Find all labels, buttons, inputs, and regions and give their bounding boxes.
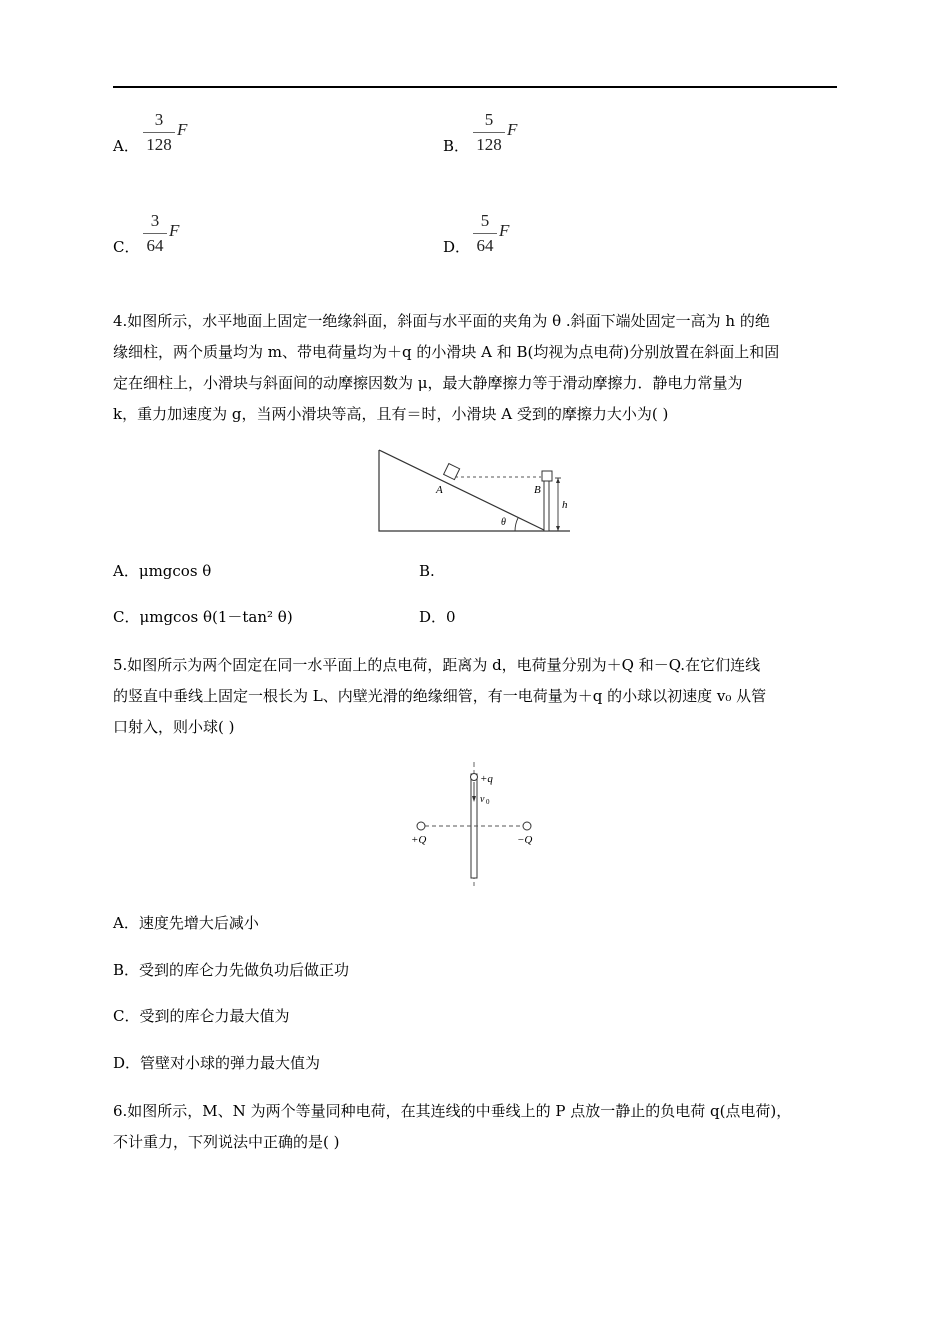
positive-charge [417,822,425,830]
option-d-label: D． [443,238,471,256]
q5-option-c: C．受到的库仑力最大值为 [113,1007,290,1025]
option-c-variable: F [169,221,180,240]
fraction-numerator: 5 [484,110,494,129]
option-b-fraction [473,110,505,155]
fraction-bar [143,132,175,133]
q4-option-a: A．μmgcos θ [113,562,212,580]
question-line: 定在细柱上，小滑块与斜面间的动摩擦因数为 μ，最大静摩擦力等于滑动摩擦力．静电力常量为 [113,374,743,392]
option-d-variable: F [499,221,510,240]
label-v: v [480,794,485,805]
question-line: 不计重力，下列说法中正确的是( ) [113,1133,340,1151]
q5-option-b: B．受到的库仑力先做负功后做正功 [113,961,350,979]
fraction-denominator: 64 [146,236,164,255]
q4-option-d: D．0 [419,608,456,626]
theta-arc [515,518,518,531]
label-theta: θ [501,517,506,528]
q5-option-d: D．管壁对小球的弹力最大值为 [113,1054,321,1072]
question-line: 的竖直中垂线上固定一根长为 L、内壁光滑的绝缘细管，有一电荷量为＋q 的小球以初速度 v₀ 从管 [113,687,767,705]
fraction-denominator: 128 [146,135,172,154]
q5-option-a: A．速度先增大后减小 [113,914,259,932]
option-d-fraction [473,211,497,256]
small-ball [471,774,478,781]
question-line: 5.如图所示为两个固定在同一水平面上的点电荷，距离为 d，电荷量分别为＋Q 和－Q.在它们连线 [113,656,761,674]
option-b-variable: F [507,120,518,139]
question-line: 缘细柱，两个质量均为 m、带电荷量均为＋q 的小滑块 A 和 B(均视为点电荷)分别放置在斜面上和固 [113,343,780,361]
fraction-numerator: 3 [150,211,160,230]
option-a-fraction [143,110,175,155]
fraction-bar [143,233,167,234]
question-line: 4.如图所示，水平地面上固定一绝缘斜面，斜面与水平面的夹角为 θ .斜面下端处固定一高为 h 的绝 [113,312,770,330]
option-b-label: B． [443,137,470,155]
question-line: 口射入，则小球( ) [113,718,235,736]
fraction-bar [473,233,497,234]
option-c-label: C． [113,238,140,256]
charges-tube-figure [405,760,545,888]
question-line: k，重力加速度为 g，当两小滑块等高，且有＝时，小滑块 A 受到的摩擦力大小为( ) [113,405,669,423]
question-line: 6.如图所示，M、N 为两个等量同种电荷，在其连线的中垂线上的 P 点放一静止的负电荷 q(点电荷)， [113,1102,792,1120]
incline-surface [379,450,546,531]
question-6-text [113,1096,837,1158]
insulating-pillar [544,481,549,531]
q4-option-b: B. [419,562,435,580]
option-a-variable: F [177,120,188,139]
height-arrow-down [556,526,560,531]
fraction-numerator: 3 [154,110,164,129]
label-v-subscript: 0 [486,798,490,806]
incline-figure [370,444,580,536]
header-rule [113,86,837,88]
option-c-fraction [143,211,167,256]
negative-charge [523,822,531,830]
label-plus-q: +Q [411,834,427,846]
label-a: A [436,484,443,496]
block-b [542,471,552,481]
fraction-denominator: 64 [476,236,494,255]
label-minus-q: −Q [517,834,533,846]
q4-option-c: C．μmgcos θ(1－tan² θ) [113,608,293,626]
option-a-label: A． [113,137,139,155]
label-q: +q [480,773,493,785]
question-4-text [113,306,837,430]
fraction-numerator: 5 [480,211,490,230]
height-arrow-up [556,478,560,483]
fraction-denominator: 128 [476,135,502,154]
label-h: h [562,499,568,511]
label-b: B [534,484,541,496]
fraction-bar [473,132,505,133]
question-5-text [113,650,837,743]
